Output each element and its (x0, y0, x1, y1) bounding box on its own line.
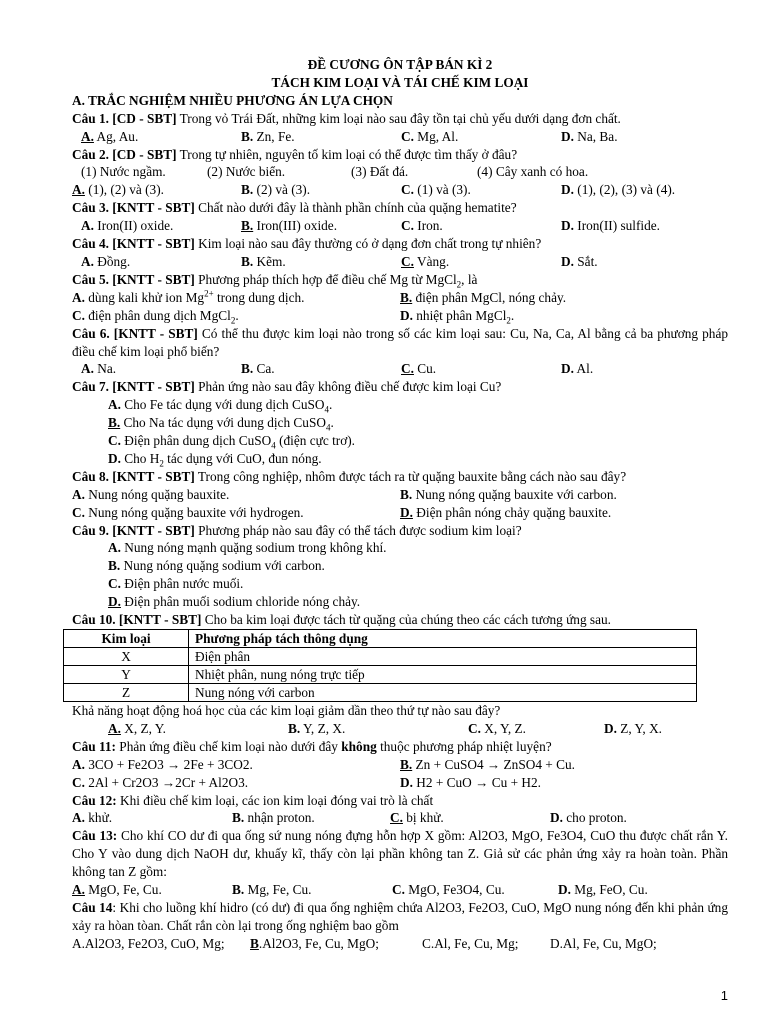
question-11: Câu 11: Phản ứng điều chế kim loại nào dưới đây không thuộc phương pháp nhiệt luyện? (72, 738, 552, 754)
doc-title: ĐỀ CƯƠNG ÔN TẬP BÁN KÌ 2 (307, 57, 493, 72)
q10-options: A. X, Z, Y. B. Y, Z, X. C. X, Y, Z. D. Z, Y, X. (108, 720, 663, 736)
question-14: Câu 14: Khi cho luồng khí hidro (có dư) đi qua ống nghiệm chứa Al2O3, Fe2O3, CuO, MgO nung nóng đến khi phản ứng xảy ra hòan tòan. Chất rắn còn lại trong ống nghiệm bao gồm (72, 899, 728, 933)
table-header: Kim loại (64, 630, 189, 648)
q11-options-row1: A. 3CO + Fe2O3 → 2Fe + 3CO2. B. Zn + CuSO4 → ZnSO4 + Cu. (72, 756, 575, 772)
q1-options: A. Ag, Au. B. Zn, Fe. C. Mg, Al. D. Na, Ba. (81, 128, 618, 144)
q14-options: A.Al2O3, Fe2O3, CuO, Mg; B.Al2O3, Fe, Cu, MgO; C.Al, Fe, Cu, Mg; D.Al, Fe, Cu, MgO; (72, 935, 657, 951)
q8-options-row2: C. Nung nóng quặng bauxite với hydrogen. D. Điện phân nóng chảy quặng bauxite. (72, 504, 612, 520)
q8-options-row1: A. Nung nóng quặng bauxite. B. Nung nóng quặng bauxite với carbon. (72, 486, 617, 502)
question-1: Câu 1. [CD - SBT] Trong vỏ Trái Đất, những kim loại nào sau đây tồn tại chủ yếu dưới dạng đơn chất. (72, 110, 621, 126)
q7-option-d: D. Cho $H_2$ tác dụng với CuO, đun nóng. (108, 450, 322, 469)
page-number: 1 (720, 988, 728, 1003)
q6-options: A. Na. B. Ca. C. Cu. D. Al. (81, 361, 594, 377)
doc-subtitle: TÁCH KIM LOẠI VÀ TÁI CHẾ KIM LOẠI (271, 74, 529, 90)
table-header: Phương pháp tách thông dụng (189, 630, 697, 648)
document-page (72, 56, 728, 953)
question-3: Câu 3. [KNTT - SBT] Chất nào dưới đây là thành phần chính của quặng hematite? (72, 200, 517, 216)
question-8: Câu 8. [KNTT - SBT] Trong công nghiệp, nhôm được tách ra từ quặng bauxite bằng cách nào sau đây? (72, 468, 627, 484)
q7-option-c: C. Điện phân dung dịch CuSO$_4$ (điện cực trơ). (108, 433, 355, 451)
question-7: Câu 7. [KNTT - SBT] Phản ứng nào sau đây không điều chế được kim loại Cu? (72, 379, 502, 395)
q5-options-row1: A. dùng kali khử ion $Mg^{2+}$ trong dung dịch. B. điện phân MgCl, nóng chảy. (72, 288, 567, 305)
table-row: Z Nung nóng với carbon (64, 684, 697, 702)
question-12: Câu 12: Khi điều chế kim loại, các ion kim loại đóng vai trò là chất (72, 792, 434, 808)
q11-options-row2: C. 2Al + Cr2O3 →2Cr + Al2O3. D. H2 + CuO → Cu + H2. (72, 774, 541, 790)
q2-options: A. (1), (2) và (3). B. (2) và (3). C. (1) và (3). D. (1), (2), (3) và (4). (72, 182, 676, 198)
question-13: Câu 13: Cho khí CO dư đi qua ống sứ nung nóng đựng hỗn hợp X gồm: Al2O3, MgO, Fe3O4, CuO thu được chất rắn Y. Cho Y vào dung dịch NaOH dư, khuấy kĩ, thấy còn lại phần không tan Z. Giả sử các phản ứng xảy ra hoàn toàn. Phần không tan Z gồm: (72, 828, 728, 880)
question-6: Câu 6. [KNTT - SBT] Có thể thu được kim loại nào trong số các kim loại sau: Cu, Na, Ca, Al bằng cả ba phương pháp điều chế kim loại phổ biến? (72, 325, 728, 359)
q12-options: A. khử. B. nhận proton. C. bị khử. D. cho proton. (72, 810, 627, 826)
question-2: Câu 2. [CD - SBT] Trong tự nhiên, nguyên tố kim loại có thể được tìm thấy ở đâu? (72, 146, 518, 162)
q7-option-b: B. Cho Na tác dụng với dung dịch CuSO$_4$. (108, 415, 334, 433)
question-5: Câu 5. [KNTT - SBT] Phương pháp thích hợp để điều chế Mg từ MgCl$_2$, là (72, 271, 478, 290)
q13-options: A. MgO, Fe, Cu. B. Mg, Fe, Cu. C. MgO, Fe3O4, Cu. D. Mg, FeO, Cu. (72, 882, 648, 898)
table-row: Y Nhiệt phân, nung nóng trực tiếp (64, 666, 697, 684)
q2-statements: (1) Nước ngầm. (2) Nước biển. (3) Đất đá. (4) Cây xanh có hoa. (81, 164, 589, 180)
q10-table (63, 629, 697, 702)
q9-option-c: C. Điện phân nước muối. (108, 576, 244, 592)
table-row: X Điện phân (64, 648, 697, 666)
q5-options-row2: C. điện phân dung dịch MgCl$_2$. D. nhiệt phân MgCl$_2$. (72, 307, 515, 326)
question-9: Câu 9. [KNTT - SBT] Phương pháp nào sau đây có thể tách được sodium kim loại? (72, 522, 522, 538)
q9-option-b: B. Nung nóng quặng sodium với carbon. (108, 558, 325, 574)
q9-option-a: A. Nung nóng mạnh quặng sodium trong không khí. (108, 540, 387, 556)
q9-option-d: D. Điện phân muối sodium chloride nóng chảy. (108, 594, 361, 610)
question-4: Câu 4. [KNTT - SBT] Kim loại nào sau đây thường có ở dạng đơn chất trong tự nhiên? (72, 236, 542, 252)
section-heading: A. TRẮC NGHIỆM NHIỀU PHƯƠNG ÁN LỰA CHỌN (72, 92, 393, 108)
question-10: Câu 10. [KNTT - SBT] Cho ba kim loại được tách từ quặng của chúng theo các cách tương ứng sau. (72, 612, 611, 628)
q4-options: A. Đồng. B. Kẽm. C. Vàng. D. Sắt. (81, 253, 598, 269)
q10-question: Khả năng hoạt động hoá học của các kim loại giảm dần theo thứ tự nào sau đây? (72, 703, 501, 718)
q3-options: A. Iron(II) oxide. B. Iron(III) oxide. C. Iron. D. Iron(II) sulfide. (81, 218, 660, 234)
q7-option-a: A. Cho Fe tác dụng với dung dịch CuSO$_4$. (108, 397, 333, 415)
